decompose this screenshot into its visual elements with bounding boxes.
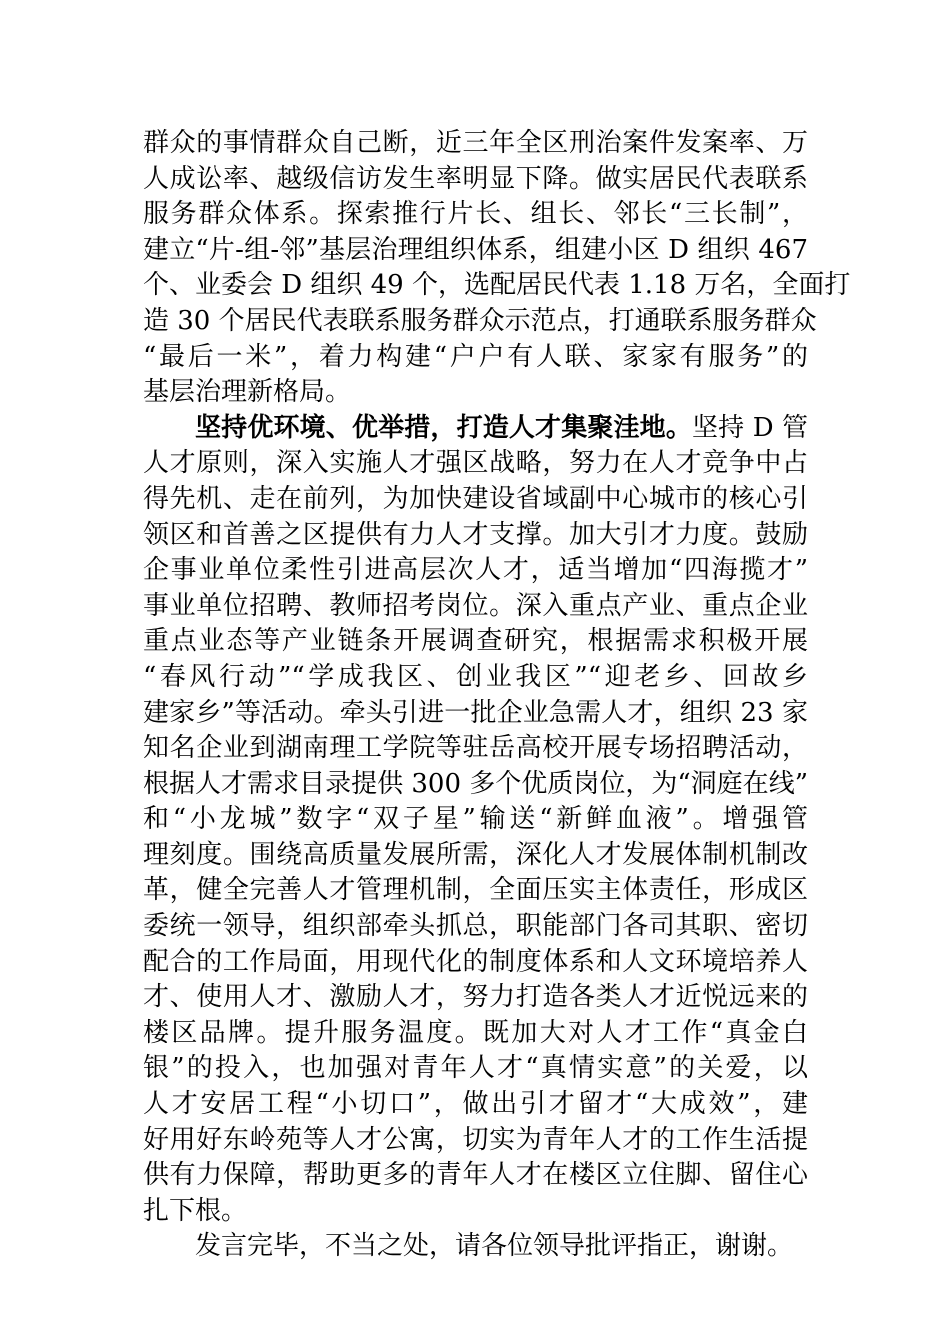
text-line: 事业单位招聘、教师招考岗位。深入重点产业、重点企业 — [143, 590, 808, 621]
text-line: 楼区品牌。提升服务温度。既加大对人才工作“真金白 — [143, 1017, 808, 1048]
text-line: 建家乡”等活动。牵头引进一批企业急需人才，组织 23 家 — [143, 697, 808, 728]
text-line: 得先机、走在前列，为加快建设省域副中心城市的核心引 — [143, 483, 808, 514]
text-line: 知名企业到湖南理工学院等驻岳高校开展专场招聘活动， — [143, 733, 808, 764]
paragraph-2-first-line — [143, 411, 808, 447]
closing-paragraph — [143, 1229, 808, 1265]
text-line: 人才安居工程“小切口”，做出引才留才“大成效”，建 — [143, 1089, 808, 1120]
text-line: 才、使用人才、激励人才，努力打造各类人才近悦远来的 — [143, 982, 808, 1013]
text-line: 企事业单位柔性引进高层次人才，适当增加“四海揽才” — [143, 555, 808, 586]
text-line: 造 30 个居民代表联系服务群众示范点，打通联系服务群众 — [143, 305, 817, 336]
text-line: 委统一领导，组织部牵头抓总，职能部门各司其职、密切 — [143, 911, 808, 942]
text-line: 供有力保障，帮助更多的青年人才在楼区立住脚、留住心 — [143, 1160, 808, 1191]
document-body — [143, 126, 851, 1265]
text-line: “最后一米”，着力构建“户户有人联、家家有服务”的 — [143, 341, 808, 372]
text-line: 扎下根。 — [143, 1195, 248, 1226]
paragraph-1 — [143, 126, 851, 411]
text-line: 重点业态等产业链条开展调查研究，根据需求积极开展 — [143, 626, 808, 657]
text-line: 群众的事情群众自己断，近三年全区刑治案件发案率、万 — [143, 128, 808, 158]
text-line: 建立“片-组-邻”基层治理组织体系，组建小区 D 组织 467 — [143, 234, 808, 265]
text-line: “春风行动”“学成我区、创业我区”“迎老乡、回故乡 — [143, 661, 808, 692]
text-line: 人成讼率、越级信访发生率明显下降。做实居民代表联系 — [143, 163, 808, 194]
text-line: 好用好东岭苑等人才公寓，切实为青年人才的工作生活提 — [143, 1124, 808, 1155]
text-line: 和“小龙城”数字“双子星”输送“新鲜血液”。增强管 — [143, 804, 808, 835]
text-run: 坚持 D 管 — [691, 412, 808, 443]
text-line: 服务群众体系。探索推行片长、组长、邻长“三长制”， — [143, 199, 808, 230]
paragraph-heading: 坚持优环境、优举措，打造人才集聚洼地。 — [195, 412, 692, 443]
closing-line: 发言完毕，不当之处，请各位领导批评指正，谢谢。 — [195, 1231, 794, 1262]
paragraph-2 — [143, 411, 808, 1230]
text-line: 革，健全完善人才管理机制，全面压实主体责任，形成区 — [143, 875, 808, 906]
text-line: 理刻度。围绕高质量发展所需，深化人才发展体制机制改 — [143, 839, 808, 870]
text-line: 配合的工作局面，用现代化的制度体系和人文环境培养人 — [143, 946, 808, 977]
text-line: 领区和首善之区提供有力人才支撑。加大引才力度。鼓励 — [143, 519, 808, 550]
text-line: 基层治理新格局。 — [143, 377, 352, 408]
text-line: 个、业委会 D 组织 49 个，选配居民代表 1.18 万名，全面打 — [143, 270, 851, 301]
text-line: 银”的投入，也加强对青年人才“真情实意”的关爱，以 — [143, 1053, 808, 1084]
text-line: 根据人才需求目录提供 300 多个优质岗位，为“洞庭在线” — [143, 768, 808, 799]
text-line: 人才原则，深入实施人才强区战略，努力在人才竞争中占 — [143, 448, 808, 479]
